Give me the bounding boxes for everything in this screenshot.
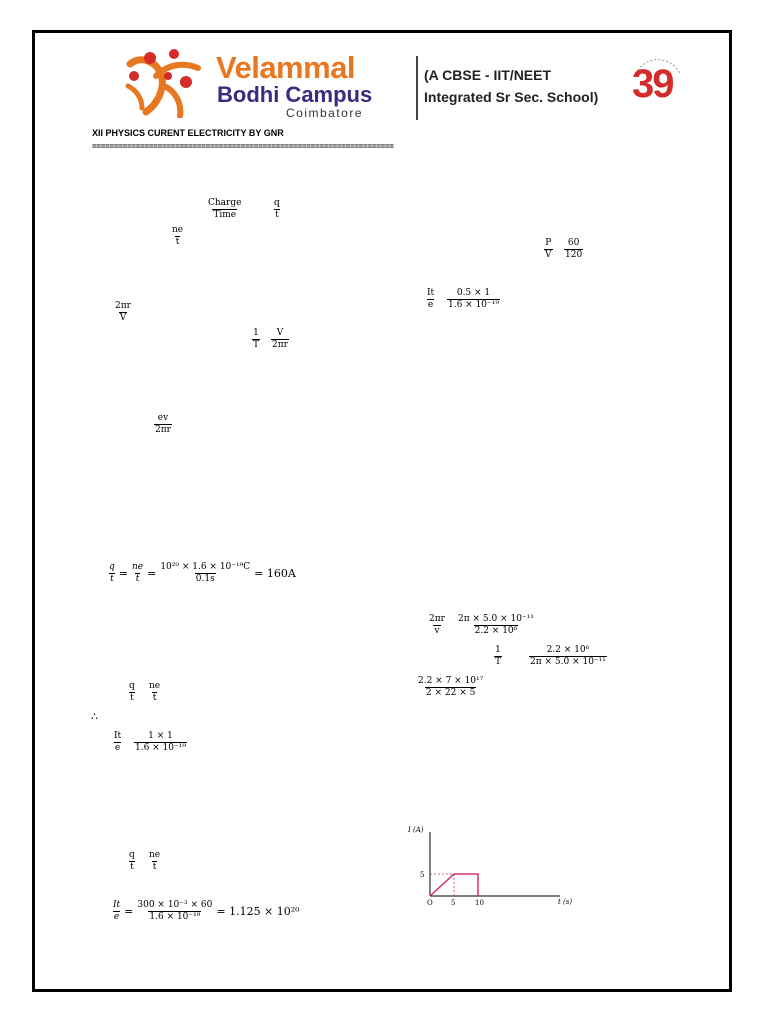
formula-2pir-v-electron: $\frac{2\pi r}{v}$ — [429, 614, 445, 636]
formula-v-2pir: $\frac{V}{2\pi r}$ — [272, 328, 288, 350]
tagline-line2: Integrated Sr Sec. School) — [424, 89, 599, 105]
formula-ev-2pir: $\frac{ev}{2\pi r}$ — [155, 413, 171, 435]
logo-name: Velammal — [216, 50, 356, 85]
x-tick-label: O — [427, 899, 433, 907]
x-tick-label: 5 — [451, 899, 456, 907]
formula-ne-t: $\frac{ne}{t}$ — [172, 225, 184, 247]
tagline-line1: (A CBSE - IIT/NEET — [424, 67, 552, 83]
formula-electrons-value: $\frac{1 \times 1}{\text{1.6 × 10⁻¹⁹}}$ — [135, 731, 186, 753]
formula-1-t-electron: $\frac{1}{T}$ — [495, 645, 502, 667]
x-axis-label: t (s) — [558, 898, 573, 906]
formula-q-t: $\frac{q}{t}$ — [274, 198, 280, 220]
formula-period-value: $\frac{\text{2π × 5.0 × 10⁻¹¹}}{\text{2.2 × 10⁶}}$ — [458, 614, 534, 636]
logo-city: Coimbatore — [286, 106, 364, 120]
formula-current-value: $\frac{0.5 \times 1}{\text{1.6 × 10⁻¹⁹}}$ — [448, 288, 499, 310]
y-axis-label: I (A) — [408, 826, 424, 834]
formula-q-t-3: $\frac{q}{t}$ — [129, 850, 135, 872]
page-title: XII PHYSICS CURENT ELECTRICITY BY GNR — [92, 128, 284, 138]
x-tick-label: 10 — [475, 899, 484, 907]
formula-it-e-2: $\frac{It}{e}$ — [114, 731, 122, 753]
formula-frequency-value: $\frac{\text{2.2 × 10⁶}}{\text{2π × 5.0 × 10⁻¹¹}}$ — [530, 645, 606, 667]
logo-campus: Bodhi Campus — [217, 82, 373, 107]
badge-number: 39 — [632, 62, 673, 106]
therefore-symbol: ∴ — [91, 710, 98, 723]
current-time-graph — [404, 822, 594, 912]
formula-1-t: $\frac{1}{T}$ — [253, 328, 260, 350]
formula-ne-t-3: $\frac{ne}{t}$ — [149, 850, 161, 872]
formula-2pir-v: $\frac{2\pi r}{V}$ — [115, 301, 131, 323]
formula-60-120: $\frac{60}{120}$ — [565, 238, 583, 260]
y-tick-label: 5 — [420, 871, 425, 879]
title-separator: ===================================================================== — [92, 142, 394, 151]
header-divider — [416, 56, 418, 120]
school-logo — [120, 46, 420, 122]
formula-p-v: $\frac{P}{V}$ — [545, 238, 552, 260]
logo-emblem-icon — [120, 46, 212, 118]
formula-charge-time: Charge Time — [208, 198, 242, 220]
anniversary-badge — [628, 54, 688, 108]
formula-electrons-1125: $\frac{It}{e}$ = $\frac{\text{300 × 10⁻³ × 60}}{\text{1.6 × 10⁻¹⁹}}$ = 1.125 × 10²⁰ — [113, 900, 300, 922]
current-series-line — [430, 874, 478, 896]
formula-it-e: $\frac{It}{e}$ — [427, 288, 435, 310]
formula-frequency-simplified: $\frac{\text{2.2 × 7 × 10¹⁷}}{2 \times 22 \times 5}$ — [418, 676, 484, 698]
formula-q-t-2: $\frac{q}{t}$ — [129, 681, 135, 703]
page-border-bottom-line — [36, 989, 732, 990]
page-border — [32, 30, 732, 992]
formula-ne-t-2: $\frac{ne}{t}$ — [149, 681, 161, 703]
formula-current-160a: $\frac{q}{t}$ = $\frac{ne}{t}$ = $\frac{\text{10²⁰ × 1.6 × 10⁻¹⁹C}}{0.1s}$ = 160A — [109, 562, 296, 584]
